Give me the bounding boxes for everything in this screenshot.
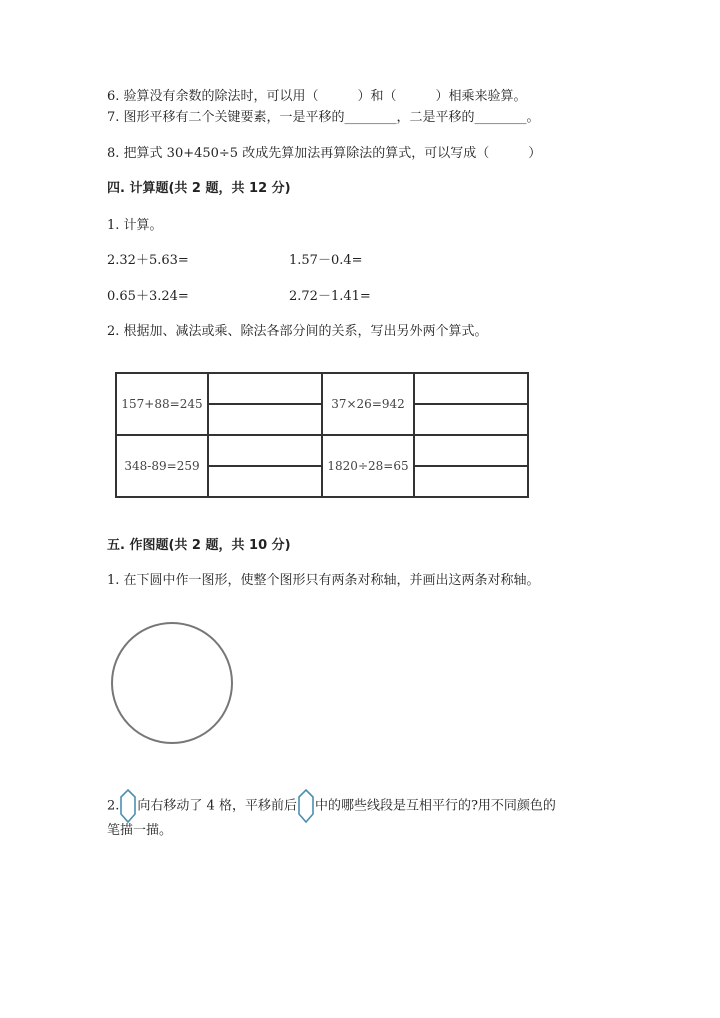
table-equation: 348-89=259 — [116, 435, 208, 497]
circle-figure — [108, 620, 236, 748]
section-5-heading: 五. 作图题(共 2 题，共 10 分) — [107, 538, 291, 553]
section-4-q1: 1. 计算。 — [107, 218, 163, 233]
q2-number: 2. — [107, 798, 120, 814]
calc-item: 0.65＋3.24= — [107, 289, 189, 304]
table-equation: 1820÷28=65 — [322, 435, 414, 497]
section-5-q2-line2: 笔描一描。 — [107, 823, 173, 838]
answer-cell[interactable] — [208, 435, 322, 466]
q2-text-part1: 向右移动了 4 格，平移前后 — [137, 798, 297, 814]
section-4-heading: 四. 计算题(共 2 题，共 12 分) — [107, 181, 291, 196]
table-equation: 37×26=942 — [322, 373, 414, 435]
table-equation: 157+88=245 — [116, 373, 208, 435]
relation-table — [115, 372, 529, 498]
question-6: 6. 验算没有余数的除法时，可以用（ ）和（ ）相乘来验算。 — [107, 89, 527, 104]
q2-text-part2: 中的哪些线段是互相平行的?用不同颜色的 — [314, 798, 556, 814]
calc-item: 2.72－1.41= — [289, 289, 371, 304]
answer-cell[interactable] — [414, 466, 528, 497]
answer-cell[interactable] — [208, 466, 322, 497]
calc-item: 1.57－0.4= — [289, 253, 363, 268]
hexagon-icon — [119, 788, 137, 824]
question-7: 7. 图形平移有二个关键要素，一是平移的________，二是平移的________。 — [107, 110, 540, 125]
question-8: 8. 把算式 30+450÷5 改成先算加法再算除法的算式，可以写成（ ） — [107, 146, 542, 161]
answer-cell[interactable] — [208, 373, 322, 404]
hexagon-icon — [297, 788, 315, 824]
answer-cell[interactable] — [414, 404, 528, 435]
answer-cell[interactable] — [208, 404, 322, 435]
section-4-q2: 2. 根据加、减法或乘、除法各部分间的关系，写出另外两个算式。 — [107, 324, 488, 339]
section-5-q2 — [107, 788, 556, 824]
answer-cell[interactable] — [414, 373, 528, 404]
section-5-q1: 1. 在下圆中作一图形，使整个图形只有两条对称轴，并画出这两条对称轴。 — [107, 573, 540, 588]
calc-item: 2.32＋5.63= — [107, 253, 189, 268]
answer-cell[interactable] — [414, 435, 528, 466]
